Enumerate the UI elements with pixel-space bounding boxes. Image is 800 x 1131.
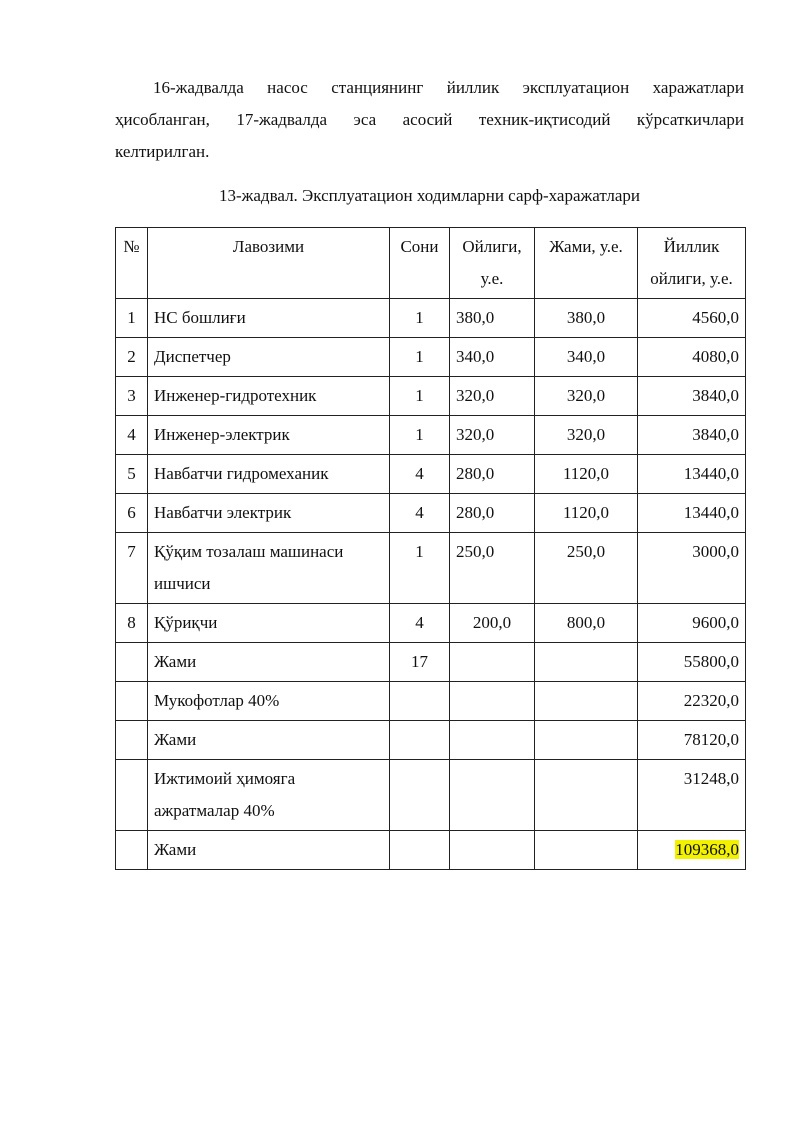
empty-cell — [535, 721, 638, 760]
summary-annual: 22320,0 — [638, 682, 746, 721]
header-no: № — [116, 228, 148, 299]
row-no: 3 — [116, 377, 148, 416]
summary-label: Жами — [148, 643, 390, 682]
staff-costs-table — [115, 227, 746, 870]
table-row — [116, 416, 746, 455]
row-no: 8 — [116, 604, 148, 643]
summary-count: 17 — [390, 643, 450, 682]
table-row — [116, 299, 746, 338]
header-total: Жами, у.е. — [535, 228, 638, 299]
row-salary: 250,0 — [450, 533, 535, 604]
empty-cell — [116, 760, 148, 831]
summary-row-grand-total — [116, 831, 746, 870]
row-annual: 3840,0 — [638, 377, 746, 416]
row-total: 320,0 — [535, 416, 638, 455]
empty-cell — [450, 721, 535, 760]
row-position: НС бошлиғи — [148, 299, 390, 338]
table-row — [116, 338, 746, 377]
row-count: 1 — [390, 533, 450, 604]
empty-cell — [450, 831, 535, 870]
empty-cell — [450, 760, 535, 831]
row-no: 4 — [116, 416, 148, 455]
row-total: 1120,0 — [535, 494, 638, 533]
row-position: Навбатчи гидромеханик — [148, 455, 390, 494]
summary-label: Мукофотлар 40% — [148, 682, 390, 721]
empty-cell — [116, 721, 148, 760]
row-no: 2 — [116, 338, 148, 377]
row-annual: 13440,0 — [638, 455, 746, 494]
row-count: 4 — [390, 494, 450, 533]
header-count: Сони — [390, 228, 450, 299]
empty-cell — [390, 721, 450, 760]
row-salary: 280,0 — [450, 494, 535, 533]
table-caption: 13-жадвал. Эксплуатацион ходимларни сарф-харажатлари — [218, 186, 641, 205]
row-salary: 320,0 — [450, 416, 535, 455]
row-position: Инженер-гидротехник — [148, 377, 390, 416]
empty-cell — [450, 682, 535, 721]
row-salary: 280,0 — [450, 455, 535, 494]
empty-cell — [535, 643, 638, 682]
empty-cell — [116, 643, 148, 682]
row-total: 800,0 — [535, 604, 638, 643]
row-no: 7 — [116, 533, 148, 604]
row-salary: 200,0 — [450, 604, 535, 643]
summary-label: Жами — [148, 831, 390, 870]
intro-line-3: келтирилган. — [115, 142, 210, 161]
table-row — [116, 377, 746, 416]
row-position: Инженер-электрик — [148, 416, 390, 455]
summary-annual-grand — [638, 831, 746, 870]
table-header-row — [116, 228, 746, 299]
row-salary: 320,0 — [450, 377, 535, 416]
row-position: Қўқим тозалаш машинаси ишчиси — [148, 533, 390, 604]
header-position: Лавозими — [148, 228, 390, 299]
empty-cell — [535, 760, 638, 831]
header-salary: Ойлиги, у.е. — [450, 228, 535, 299]
row-annual: 9600,0 — [638, 604, 746, 643]
summary-row-total-2 — [116, 721, 746, 760]
row-annual: 3000,0 — [638, 533, 746, 604]
empty-cell — [116, 831, 148, 870]
summary-row-social — [116, 760, 746, 831]
intro-line-2: ҳисобланган, 17-жадвалда эса асосий техник-иқтисодий кўрсаткичлари — [115, 110, 744, 129]
row-count: 1 — [390, 377, 450, 416]
summary-annual: 78120,0 — [638, 721, 746, 760]
empty-cell — [535, 682, 638, 721]
row-no: 6 — [116, 494, 148, 533]
row-no: 5 — [116, 455, 148, 494]
row-count: 1 — [390, 416, 450, 455]
row-position: Қўриқчи — [148, 604, 390, 643]
intro-line-1: 16-жадвалда насос станциянинг йиллик эксплуатацион харажатлари — [153, 78, 744, 97]
empty-cell — [116, 682, 148, 721]
table-row — [116, 455, 746, 494]
row-total: 1120,0 — [535, 455, 638, 494]
table-row — [116, 533, 746, 604]
row-annual: 4080,0 — [638, 338, 746, 377]
row-salary: 340,0 — [450, 338, 535, 377]
empty-cell — [535, 831, 638, 870]
row-count: 4 — [390, 604, 450, 643]
row-count: 4 — [390, 455, 450, 494]
table-row — [116, 604, 746, 643]
row-count: 1 — [390, 299, 450, 338]
row-annual: 13440,0 — [638, 494, 746, 533]
intro-paragraph — [115, 72, 744, 168]
empty-cell — [390, 831, 450, 870]
summary-row-bonus — [116, 682, 746, 721]
row-total: 380,0 — [535, 299, 638, 338]
row-annual: 4560,0 — [638, 299, 746, 338]
row-salary: 380,0 — [450, 299, 535, 338]
row-total: 320,0 — [535, 377, 638, 416]
summary-annual: 31248,0 — [638, 760, 746, 831]
row-no: 1 — [116, 299, 148, 338]
row-total: 250,0 — [535, 533, 638, 604]
summary-annual: 55800,0 — [638, 643, 746, 682]
highlighted-grand-total: 109368,0 — [675, 840, 739, 859]
row-position: Навбатчи электрик — [148, 494, 390, 533]
summary-label: Жами — [148, 721, 390, 760]
row-position: Диспетчер — [148, 338, 390, 377]
empty-cell — [390, 682, 450, 721]
row-annual: 3840,0 — [638, 416, 746, 455]
empty-cell — [450, 643, 535, 682]
summary-label: Ижтимоий ҳимояга ажратмалар 40% — [148, 760, 390, 831]
header-annual: Йиллик ойлиги, у.е. — [638, 228, 746, 299]
table-row — [116, 494, 746, 533]
row-total: 340,0 — [535, 338, 638, 377]
summary-row-total-1 — [116, 643, 746, 682]
empty-cell — [390, 760, 450, 831]
row-count: 1 — [390, 338, 450, 377]
